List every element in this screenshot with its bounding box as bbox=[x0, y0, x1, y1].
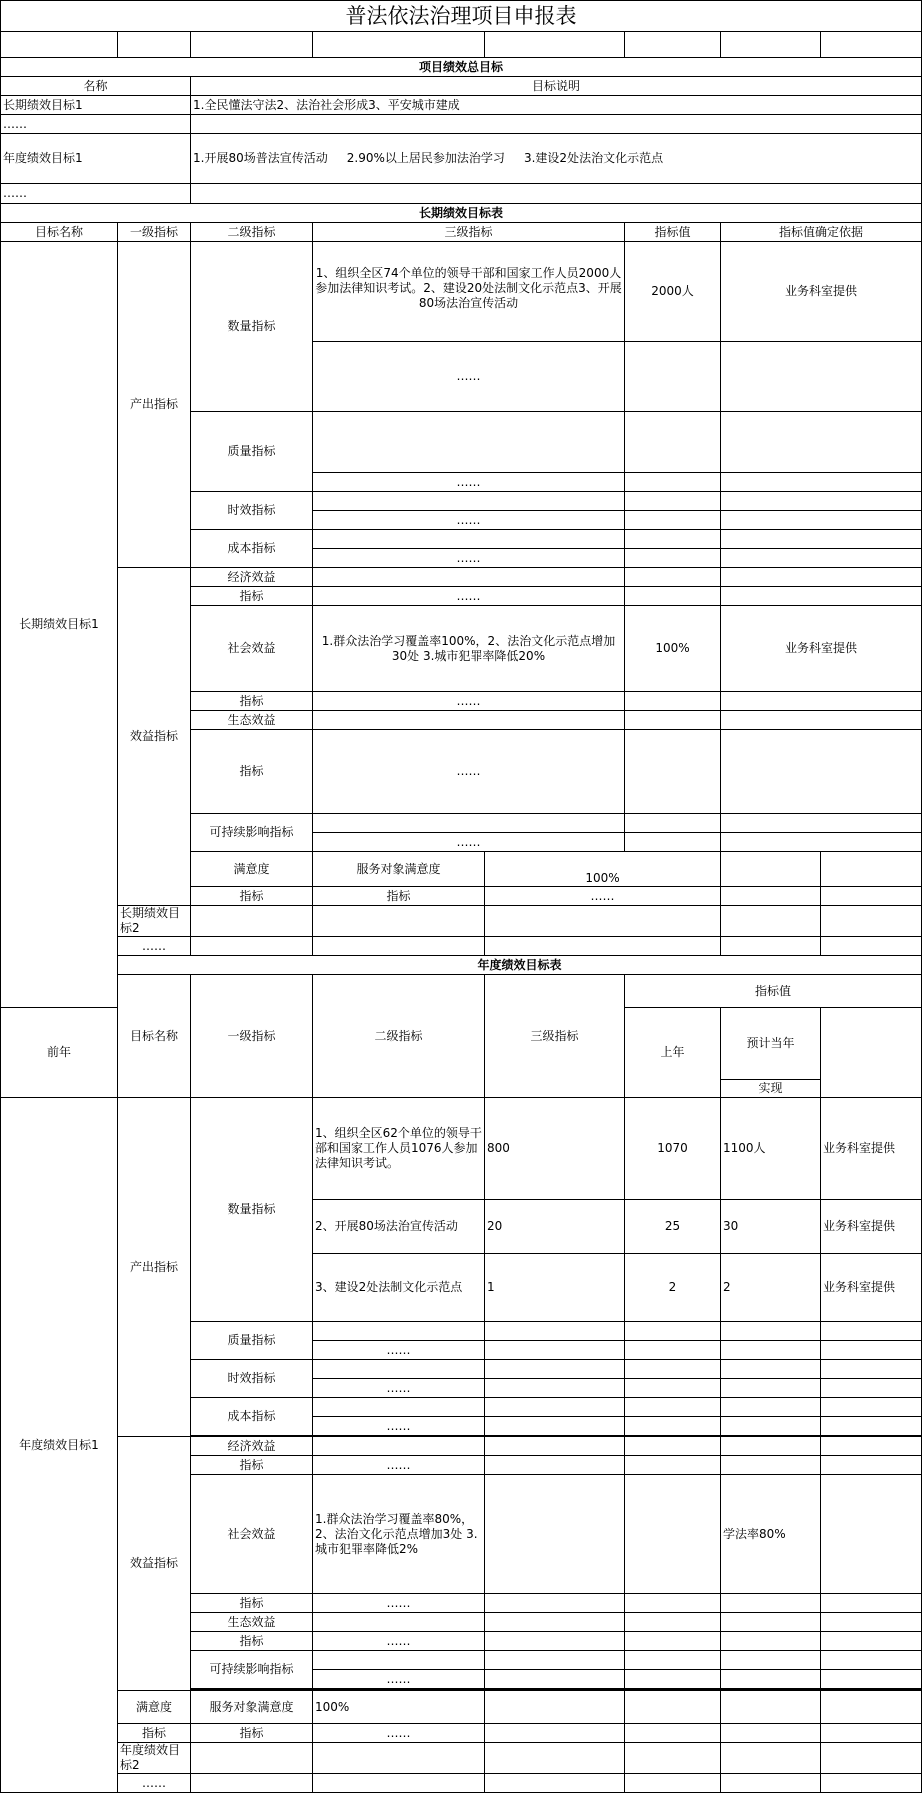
blank-cell bbox=[821, 1691, 922, 1724]
blank-cell bbox=[485, 1437, 625, 1456]
an-indicator-label: 指标 bbox=[191, 1456, 313, 1475]
blank-cell bbox=[625, 1417, 721, 1436]
an-header-l1: 一级指标 bbox=[191, 975, 313, 1098]
blank-cell bbox=[485, 937, 721, 956]
blank-cell bbox=[485, 1632, 625, 1651]
overall-row-name: 年度绩效目标1 bbox=[1, 134, 191, 184]
lt-quantity-value: 2000人 bbox=[625, 242, 721, 342]
blank-cell bbox=[821, 1475, 922, 1594]
blank-cell bbox=[313, 412, 625, 473]
blank-cell bbox=[485, 906, 721, 937]
lt-economic-label: 经济效益 bbox=[191, 568, 313, 587]
blank-cell bbox=[625, 1456, 721, 1475]
an-ellipsis: …… bbox=[313, 1417, 485, 1436]
blank-cell bbox=[485, 1613, 625, 1632]
blank-cell bbox=[485, 1322, 625, 1341]
blank-cell bbox=[313, 568, 625, 587]
blank-cell bbox=[721, 1774, 821, 1793]
an-satisfaction-value: 100% bbox=[313, 1691, 485, 1724]
an-satisfaction-label: 满意度 bbox=[118, 1691, 191, 1724]
blank-cell bbox=[625, 492, 721, 511]
blank-cell bbox=[721, 530, 922, 549]
blank-cell bbox=[721, 833, 922, 852]
blank-cell bbox=[821, 1456, 922, 1475]
blank-cell bbox=[485, 1724, 625, 1743]
an-social-label: 社会效益 bbox=[191, 1475, 313, 1594]
blank-cell bbox=[721, 1379, 821, 1398]
overall-row-desc bbox=[191, 115, 922, 134]
lt-output-label: 产出指标 bbox=[118, 242, 191, 568]
an-ellipsis: …… bbox=[313, 1670, 485, 1689]
blank-cell bbox=[313, 1613, 485, 1632]
an-economic-label: 经济效益 bbox=[191, 1437, 313, 1456]
an-more: …… bbox=[118, 1774, 191, 1793]
blank-cell bbox=[721, 412, 922, 473]
blank-cell bbox=[821, 937, 922, 956]
blank-cell bbox=[721, 1360, 821, 1379]
an-indicator-label: 指标 bbox=[191, 1632, 313, 1651]
lt-goal-name: 长期绩效目标1 bbox=[1, 242, 118, 1008]
lt-satisfaction-label: 满意度 bbox=[191, 852, 313, 887]
lt-timeliness-label: 时效指标 bbox=[191, 492, 313, 530]
an-quantity-label: 数量指标 bbox=[191, 1098, 313, 1322]
blank-cell bbox=[625, 530, 721, 549]
an-header-goal: 目标名称 bbox=[118, 975, 191, 1098]
blank-cell bbox=[313, 1437, 485, 1456]
an-goal-name: 年度绩效目标1 bbox=[1, 1098, 118, 1793]
blank-cell bbox=[721, 1632, 821, 1651]
blank-cell bbox=[721, 549, 922, 568]
an-quantity-prev: 20 bbox=[485, 1200, 625, 1254]
col-desc-header: 目标说明 bbox=[191, 77, 922, 96]
blank-cell bbox=[625, 342, 721, 412]
blank-cell bbox=[821, 1398, 922, 1417]
blank-cell bbox=[821, 1724, 922, 1743]
annual-section-title: 年度绩效目标表 bbox=[118, 956, 922, 975]
an-quantity-last: 2 bbox=[625, 1254, 721, 1322]
blank-cell bbox=[821, 1651, 922, 1670]
blank-cell bbox=[721, 511, 922, 530]
an-quantity-last: 25 bbox=[625, 1200, 721, 1254]
overall-row-desc: 1.全民懂法守法2、法治社会形成3、平安城市建成 bbox=[191, 96, 922, 115]
an-quantity-basis: 业务科室提供 bbox=[821, 1254, 922, 1322]
blank-cell bbox=[191, 1743, 313, 1774]
an-quality-label: 质量指标 bbox=[191, 1322, 313, 1360]
an-header-prev: 前年 bbox=[1, 1008, 118, 1098]
lt-ellipsis: …… bbox=[313, 692, 625, 711]
an-ecological-label: 生态效益 bbox=[191, 1613, 313, 1632]
blank-cell bbox=[625, 32, 721, 58]
blank-cell bbox=[625, 1670, 721, 1689]
lt-header-goal: 目标名称 bbox=[1, 223, 118, 242]
lt-social-label: 社会效益 bbox=[191, 606, 313, 692]
blank-cell bbox=[625, 1594, 721, 1613]
lt-ellipsis: …… bbox=[485, 887, 721, 906]
blank-cell bbox=[821, 1743, 922, 1774]
blank-cell bbox=[313, 906, 485, 937]
lt-indicator-label: 指标 bbox=[191, 692, 313, 711]
overall-section-title: 项目绩效总目标 bbox=[1, 58, 922, 77]
lt-quantity-label: 数量指标 bbox=[191, 242, 313, 412]
lt-more: …… bbox=[118, 937, 191, 956]
blank-cell bbox=[625, 1613, 721, 1632]
blank-cell bbox=[625, 1743, 721, 1774]
blank-cell bbox=[721, 1613, 821, 1632]
blank-cell bbox=[485, 1398, 625, 1417]
blank-cell bbox=[485, 1456, 625, 1475]
blank-cell bbox=[625, 814, 721, 833]
lt-cost-label: 成本指标 bbox=[191, 530, 313, 568]
an-goal2: 年度绩效目标2 bbox=[118, 1743, 191, 1774]
blank-cell bbox=[821, 1360, 922, 1379]
blank-cell bbox=[821, 1632, 922, 1651]
an-quantity-basis: 业务科室提供 bbox=[821, 1200, 922, 1254]
lt-header-l3: 三级指标 bbox=[313, 223, 625, 242]
blank-cell bbox=[721, 1594, 821, 1613]
an-social-text: 1.群众法治学习覆盖率80%，2、法治文化示范点增加3处 3.城市犯罪率降低2% bbox=[313, 1475, 485, 1594]
lt-header-basis: 指标值确定依据 bbox=[721, 223, 922, 242]
blank-cell bbox=[625, 1724, 721, 1743]
blank-cell bbox=[485, 1475, 625, 1594]
lt-social-value: 100% bbox=[625, 606, 721, 692]
an-sustainable-label: 可持续影响指标 bbox=[191, 1651, 313, 1689]
blank-cell bbox=[721, 730, 922, 814]
blank-cell bbox=[625, 692, 721, 711]
blank-cell bbox=[625, 473, 721, 492]
lt-goal2: 长期绩效目标2 bbox=[118, 906, 191, 937]
blank-cell bbox=[721, 1743, 821, 1774]
an-indicator-label: 指标 bbox=[191, 1724, 313, 1743]
blank-cell bbox=[625, 1437, 721, 1456]
blank-cell bbox=[313, 1398, 485, 1417]
lt-quantity-text: 1、组织全区74个单位的领导干部和国家工作人员2000人参加法律知识考试。2、建设20处法制文化示范点3、开展80场法治宣传活动 bbox=[313, 242, 625, 342]
lt-quality-label: 质量指标 bbox=[191, 412, 313, 492]
overall-row-desc: 1.开展80场普法宣传活动 2.90%以上居民参加法治学习 3.建设2处法治文化示范点 bbox=[191, 134, 922, 184]
overall-row-name: …… bbox=[1, 115, 191, 134]
lt-service-label: 服务对象满意度 bbox=[313, 852, 485, 887]
blank-cell bbox=[625, 511, 721, 530]
lt-ellipsis: …… bbox=[313, 473, 625, 492]
an-quantity-text: 3、建设2处法制文化示范点 bbox=[313, 1254, 485, 1322]
an-timeliness-label: 时效指标 bbox=[191, 1360, 313, 1398]
blank-cell bbox=[485, 32, 625, 58]
blank-cell bbox=[721, 32, 821, 58]
blank-cell bbox=[721, 906, 821, 937]
lt-quantity-basis: 业务科室提供 bbox=[721, 242, 922, 342]
an-quantity-prev: 1 bbox=[485, 1254, 625, 1322]
blank-cell bbox=[313, 814, 625, 833]
blank-cell bbox=[721, 852, 821, 887]
blank-cell bbox=[721, 342, 922, 412]
lt-indicator-label: 指标 bbox=[191, 587, 313, 606]
lt-sustainable-label: 可持续影响指标 bbox=[191, 814, 313, 852]
lt-ellipsis: …… bbox=[313, 730, 625, 814]
blank-cell bbox=[625, 1379, 721, 1398]
blank-cell bbox=[721, 473, 922, 492]
lt-ellipsis: …… bbox=[313, 549, 625, 568]
blank-cell bbox=[721, 711, 922, 730]
blank-cell bbox=[485, 1670, 625, 1689]
lt-indicator-label: 指标 bbox=[191, 887, 313, 906]
an-ellipsis: …… bbox=[313, 1456, 485, 1475]
an-service-label: 服务对象满意度 bbox=[191, 1691, 313, 1724]
an-quantity-expected: 2 bbox=[721, 1254, 821, 1322]
blank-cell bbox=[625, 730, 721, 814]
blank-cell bbox=[821, 906, 922, 937]
an-indicator-label: 指标 bbox=[191, 1594, 313, 1613]
blank-cell bbox=[821, 1613, 922, 1632]
an-header-value: 指标值 bbox=[625, 975, 922, 1008]
blank-cell bbox=[721, 814, 922, 833]
blank-cell bbox=[721, 1456, 821, 1475]
an-quantity-text: 1、组织全区62个单位的领导干部和国家工作人员1076人参加法律知识考试。 bbox=[313, 1098, 485, 1200]
an-ellipsis: …… bbox=[313, 1724, 485, 1743]
an-indicator-label: 指标 bbox=[118, 1724, 191, 1743]
blank-cell bbox=[625, 568, 721, 587]
blank-cell bbox=[485, 1651, 625, 1670]
an-ellipsis: …… bbox=[313, 1632, 485, 1651]
blank-cell bbox=[821, 1437, 922, 1456]
an-benefit-label: 效益指标 bbox=[118, 1437, 191, 1691]
blank-cell bbox=[721, 492, 922, 511]
blank-cell bbox=[821, 1774, 922, 1793]
overall-row-name: …… bbox=[1, 184, 191, 204]
blank-cell bbox=[313, 1743, 485, 1774]
lt-ecological-label: 生态效益 bbox=[191, 711, 313, 730]
blank-cell bbox=[625, 412, 721, 473]
blank-cell bbox=[191, 906, 313, 937]
blank-cell bbox=[625, 1691, 721, 1724]
blank-cell bbox=[625, 587, 721, 606]
blank-cell bbox=[625, 1322, 721, 1341]
lt-social-text: 1.群众法治学习覆盖率100%，2、法治文化示范点增加30处 3.城市犯罪率降低20% bbox=[313, 606, 625, 692]
blank-cell bbox=[721, 568, 922, 587]
blank-cell bbox=[313, 32, 485, 58]
blank-cell bbox=[821, 1341, 922, 1360]
blank-cell bbox=[191, 1774, 313, 1793]
lt-social-basis: 业务科室提供 bbox=[721, 606, 922, 692]
overall-row-desc bbox=[191, 184, 922, 204]
an-social-expected: 学法率80% bbox=[721, 1475, 821, 1594]
an-quantity-text: 2、开展80场法治宣传活动 bbox=[313, 1200, 485, 1254]
lt-ellipsis: …… bbox=[313, 511, 625, 530]
blank-cell bbox=[625, 833, 721, 852]
an-quantity-expected: 30 bbox=[721, 1200, 821, 1254]
blank-cell bbox=[313, 1322, 485, 1341]
an-header-expected-2: 实现 bbox=[721, 1080, 821, 1098]
lt-header-l2: 二级指标 bbox=[191, 223, 313, 242]
blank-cell bbox=[118, 32, 191, 58]
blank-cell bbox=[625, 1341, 721, 1360]
lt-satisfaction-value: 100% bbox=[485, 852, 721, 887]
an-ellipsis: …… bbox=[313, 1379, 485, 1398]
blank-cell bbox=[313, 1360, 485, 1379]
long-term-section-title: 长期绩效目标表 bbox=[1, 204, 922, 223]
blank-cell bbox=[485, 1417, 625, 1436]
blank-cell bbox=[313, 492, 625, 511]
an-ellipsis: …… bbox=[313, 1594, 485, 1613]
lt-indicator-label: 指标 bbox=[313, 887, 485, 906]
blank-cell bbox=[721, 692, 922, 711]
blank-cell bbox=[821, 32, 922, 58]
blank-cell bbox=[821, 1417, 922, 1436]
blank-cell bbox=[721, 1651, 821, 1670]
an-header-expected-1: 预计当年 bbox=[721, 1008, 821, 1080]
blank-cell bbox=[821, 1594, 922, 1613]
blank-cell bbox=[721, 937, 821, 956]
blank-cell bbox=[485, 1594, 625, 1613]
lt-header-l1: 一级指标 bbox=[118, 223, 191, 242]
an-quantity-expected: 1100人 bbox=[721, 1098, 821, 1200]
blank-cell bbox=[625, 1475, 721, 1594]
blank-cell bbox=[485, 1774, 625, 1793]
blank-cell bbox=[625, 1360, 721, 1379]
an-header-last: 上年 bbox=[625, 1008, 721, 1098]
form-title: 普法依法治理项目申报表 bbox=[1, 1, 922, 32]
blank-cell bbox=[625, 1632, 721, 1651]
an-quantity-basis: 业务科室提供 bbox=[821, 1098, 922, 1200]
lt-ellipsis: …… bbox=[313, 342, 625, 412]
blank-cell bbox=[625, 711, 721, 730]
blank-cell bbox=[625, 549, 721, 568]
blank-cell bbox=[191, 32, 313, 58]
blank-cell bbox=[721, 587, 922, 606]
blank-cell bbox=[721, 1670, 821, 1689]
blank-cell bbox=[721, 1437, 821, 1456]
an-output-label: 产出指标 bbox=[118, 1098, 191, 1437]
blank-cell bbox=[721, 887, 821, 906]
blank-cell bbox=[313, 1774, 485, 1793]
blank-cell bbox=[721, 1691, 821, 1724]
blank-cell bbox=[485, 1360, 625, 1379]
blank-cell bbox=[821, 1670, 922, 1689]
lt-header-value: 指标值 bbox=[625, 223, 721, 242]
blank-cell bbox=[313, 1651, 485, 1670]
blank-cell bbox=[721, 1341, 821, 1360]
blank-cell bbox=[313, 530, 625, 549]
blank-cell bbox=[721, 1724, 821, 1743]
an-ellipsis: …… bbox=[313, 1341, 485, 1360]
an-cost-label: 成本指标 bbox=[191, 1398, 313, 1436]
lt-benefit-label: 效益指标 bbox=[118, 568, 191, 906]
col-name-header: 名称 bbox=[1, 77, 191, 96]
blank-cell bbox=[821, 852, 922, 887]
lt-ellipsis: …… bbox=[313, 833, 625, 852]
an-quantity-last: 1070 bbox=[625, 1098, 721, 1200]
blank-cell bbox=[625, 1651, 721, 1670]
blank-cell bbox=[485, 1691, 625, 1724]
blank-cell bbox=[485, 1743, 625, 1774]
an-quantity-prev: 800 bbox=[485, 1098, 625, 1200]
blank-cell bbox=[485, 1341, 625, 1360]
blank-cell bbox=[721, 1398, 821, 1417]
blank-cell bbox=[313, 711, 625, 730]
an-header-l3: 三级指标 bbox=[485, 975, 625, 1098]
blank-cell bbox=[1, 32, 118, 58]
an-header-l2: 二级指标 bbox=[313, 975, 485, 1098]
blank-cell bbox=[821, 1379, 922, 1398]
blank-cell bbox=[313, 937, 485, 956]
blank-cell bbox=[721, 1417, 821, 1436]
blank-cell bbox=[625, 1398, 721, 1417]
lt-ellipsis: …… bbox=[313, 587, 625, 606]
blank-cell bbox=[721, 1322, 821, 1341]
blank-cell bbox=[625, 1774, 721, 1793]
blank-cell bbox=[191, 937, 313, 956]
overall-row-name: 长期绩效目标1 bbox=[1, 96, 191, 115]
lt-indicator-label: 指标 bbox=[191, 730, 313, 814]
blank-cell bbox=[485, 1379, 625, 1398]
blank-cell bbox=[821, 1322, 922, 1341]
blank-cell bbox=[821, 887, 922, 906]
